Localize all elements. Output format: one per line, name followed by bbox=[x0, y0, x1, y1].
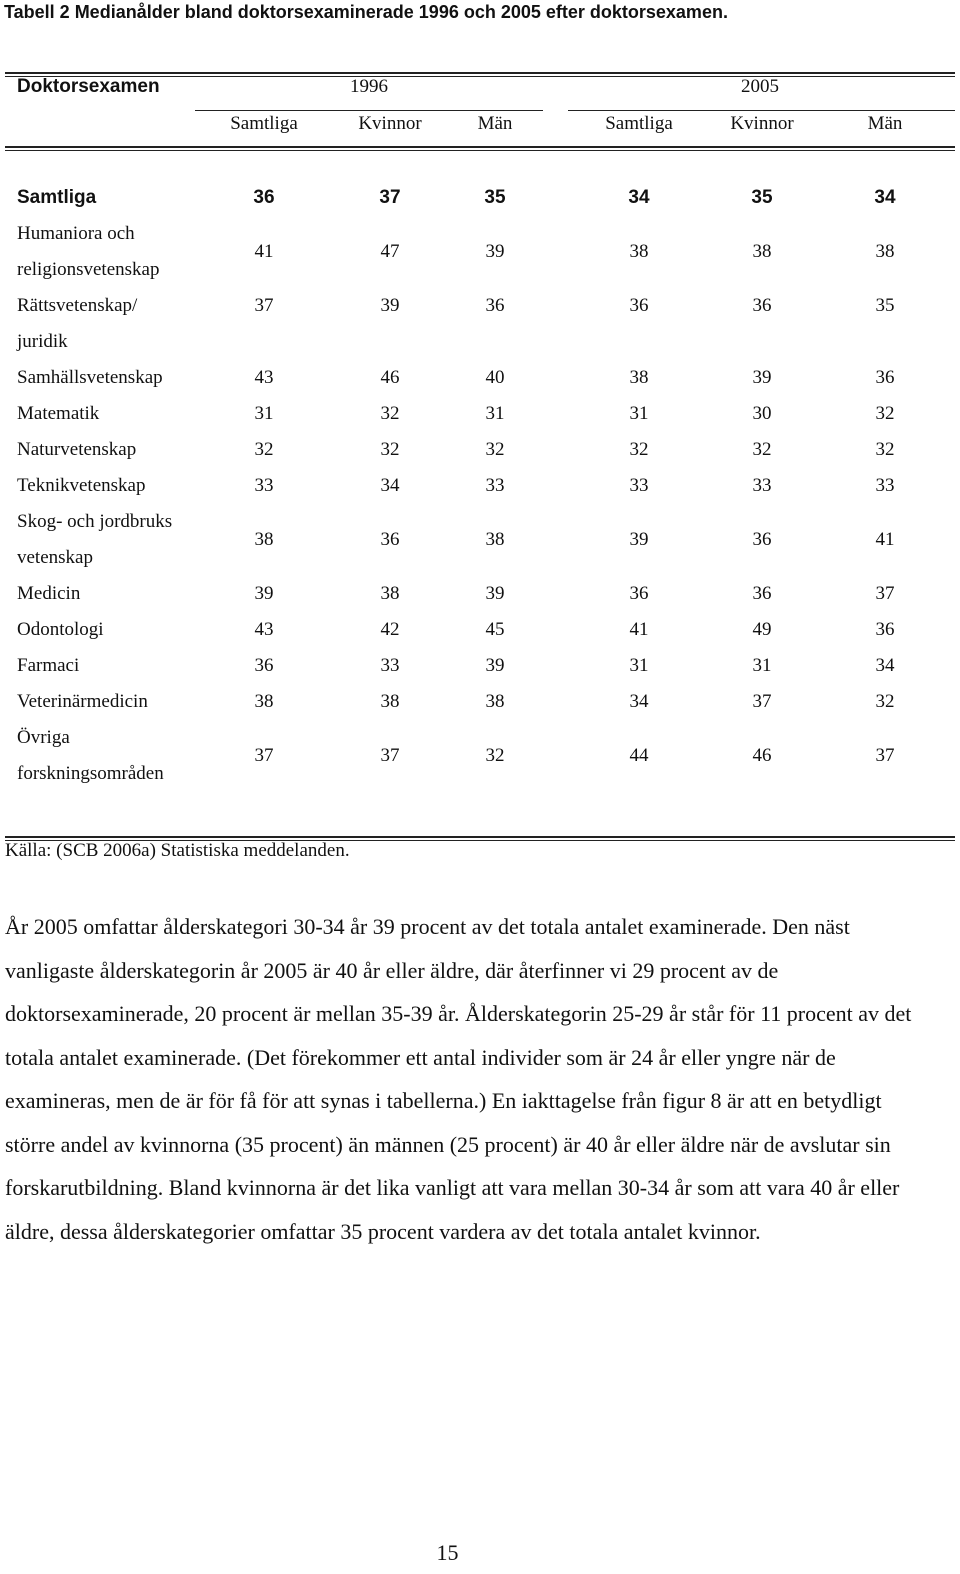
table-cell: 39 bbox=[485, 655, 505, 676]
table-cell: 38 bbox=[254, 529, 274, 550]
table-cell: 38 bbox=[485, 691, 505, 712]
subcolumn-header: Män bbox=[477, 113, 513, 134]
row-label: Odontologi bbox=[17, 619, 104, 640]
header-bottom-rule bbox=[5, 146, 955, 148]
table-cell: 36 bbox=[752, 529, 772, 550]
row-label: Farmaci bbox=[17, 655, 80, 676]
table-cell: 36 bbox=[629, 583, 649, 604]
subcolumn-header: Samtliga bbox=[230, 113, 298, 134]
table-cell: 33 bbox=[629, 475, 649, 496]
table-cell: 47 bbox=[380, 241, 400, 262]
subcolumn-header: Kvinnor bbox=[358, 113, 422, 134]
table-cell: 35 bbox=[751, 187, 773, 208]
body-text bbox=[5, 905, 935, 1253]
table-cell: 34 bbox=[380, 475, 400, 496]
table-cell: 32 bbox=[752, 439, 772, 460]
row-label: juridik bbox=[17, 331, 68, 352]
table-cell: 31 bbox=[752, 655, 772, 676]
table-cell: 32 bbox=[485, 439, 505, 460]
table-cell: 36 bbox=[752, 583, 772, 604]
row-label: Samtliga bbox=[17, 187, 97, 208]
table-cell: 37 bbox=[254, 295, 274, 316]
table-cell: 31 bbox=[629, 655, 649, 676]
table-cell: 32 bbox=[254, 439, 274, 460]
page-number: 15 bbox=[436, 1540, 459, 1565]
table-cell: 36 bbox=[629, 295, 649, 316]
table-cell: 37 bbox=[379, 187, 401, 208]
table-cell: 41 bbox=[254, 241, 274, 262]
table-cell: 36 bbox=[380, 529, 400, 550]
table-cell: 45 bbox=[485, 619, 505, 640]
table-cell: 33 bbox=[875, 475, 895, 496]
table-cell: 38 bbox=[629, 241, 649, 262]
table-cell: 31 bbox=[254, 403, 274, 424]
table-cell: 34 bbox=[874, 187, 896, 208]
row-label: Samhällsvetenskap bbox=[17, 367, 163, 388]
table-cell: 32 bbox=[380, 403, 400, 424]
table-cell: 32 bbox=[380, 439, 400, 460]
table-cell: 36 bbox=[254, 655, 274, 676]
table-cell: 38 bbox=[254, 691, 274, 712]
table-cell: 33 bbox=[254, 475, 274, 496]
row-label: religionsvetenskap bbox=[17, 259, 160, 280]
table-cell: 40 bbox=[485, 367, 505, 388]
data-table bbox=[5, 72, 955, 840]
table-cell: 32 bbox=[875, 439, 895, 460]
row-label: Övriga bbox=[17, 727, 70, 748]
table-cell: 38 bbox=[875, 241, 895, 262]
year-2005: 2005 bbox=[741, 76, 779, 97]
table-cell: 32 bbox=[485, 745, 505, 766]
table-cell: 37 bbox=[875, 745, 895, 766]
table-source: Källa: (SCB 2006a) Statistiska meddelanden. bbox=[5, 840, 350, 861]
table-cell: 36 bbox=[485, 295, 505, 316]
row-label: Teknikvetenskap bbox=[17, 475, 146, 496]
row-label: Veterinärmedicin bbox=[17, 691, 148, 712]
table-bottom-rule bbox=[5, 836, 955, 838]
subcolumn-header: Kvinnor bbox=[730, 113, 794, 134]
table-top-rule bbox=[5, 72, 955, 74]
table-cell: 33 bbox=[485, 475, 505, 496]
table-cell: 38 bbox=[380, 691, 400, 712]
table-cell: 37 bbox=[875, 583, 895, 604]
table-cell: 38 bbox=[380, 583, 400, 604]
table-cell: 30 bbox=[752, 403, 772, 424]
table-cell: 43 bbox=[254, 619, 274, 640]
table-cell: 34 bbox=[875, 655, 895, 676]
table-cell: 38 bbox=[629, 367, 649, 388]
row-header: Doktorsexamen bbox=[17, 76, 160, 97]
table-cell: 33 bbox=[380, 655, 400, 676]
row-label: Matematik bbox=[17, 403, 100, 424]
table-cell: 41 bbox=[629, 619, 649, 640]
table-cell: 37 bbox=[752, 691, 772, 712]
table-caption: Tabell 2 Medianålder bland doktorsexaminerade 1996 och 2005 efter doktorsexamen. bbox=[4, 2, 728, 22]
row-label: vetenskap bbox=[17, 547, 93, 568]
row-label: Naturvetenskap bbox=[17, 439, 137, 460]
table-cell: 33 bbox=[752, 475, 772, 496]
year-1996: 1996 bbox=[350, 76, 388, 97]
table-cell: 44 bbox=[629, 745, 649, 766]
table-cell: 39 bbox=[254, 583, 274, 604]
table-cell: 32 bbox=[629, 439, 649, 460]
table-cell: 31 bbox=[485, 403, 505, 424]
subcolumn-header: Samtliga bbox=[605, 113, 673, 134]
header-bottom-rule-2 bbox=[5, 150, 955, 151]
row-label: forskningsområden bbox=[17, 763, 164, 784]
table-cell: 37 bbox=[254, 745, 274, 766]
table-cell: 36 bbox=[875, 619, 895, 640]
table-cell: 39 bbox=[752, 367, 772, 388]
table-cell: 36 bbox=[752, 295, 772, 316]
table-cell: 39 bbox=[485, 241, 505, 262]
table-cell: 38 bbox=[485, 529, 505, 550]
table-cell: 39 bbox=[629, 529, 649, 550]
row-label: Humaniora och bbox=[17, 223, 135, 244]
table-cell: 32 bbox=[875, 403, 895, 424]
table-cell: 38 bbox=[752, 241, 772, 262]
table-cell: 37 bbox=[380, 745, 400, 766]
table-cell: 36 bbox=[253, 187, 275, 208]
table-cell: 43 bbox=[254, 367, 274, 388]
paragraph: År 2005 omfattar ålderskategori 30-34 år 39 procent av det totala antalet examinerade. Den näst vanligaste ålderskategorin år 2005 är 40 år eller äldre, där återfinner vi 29 procent av de doktorsexaminerade, 20 procent är mellan 35-39 år. Ålderskategorin 25-29 år står för 11 procent av det totala antalet examinerade. (Det förekommer ett antal individer som är 24 år eller yngre när de examineras, men de är för få för att synas i tabellerna.) En iakttagelse från figur 8 är att en betydligt större andel av kvinnorna (35 procent) än männen (25 procent) är 40 år eller äldre när de avslutar sin forskarutbildning. Bland kvinnorna är det lika vanligt att vara mellan 30-34 år som att vara 40 år eller äldre, dessa ålderskategorier omfattar 35 procent vardera av det totala antalet kvinnor. bbox=[5, 914, 912, 1244]
table-cell: 35 bbox=[875, 295, 895, 316]
table-cell: 39 bbox=[485, 583, 505, 604]
table-cell: 39 bbox=[380, 295, 400, 316]
table-cell: 32 bbox=[875, 691, 895, 712]
row-label: Rättsvetenskap/ bbox=[17, 295, 138, 316]
row-label: Skog- och jordbruks bbox=[17, 511, 173, 532]
table-cell: 42 bbox=[380, 619, 400, 640]
table-cell: 46 bbox=[380, 367, 400, 388]
table-cell: 34 bbox=[629, 691, 649, 712]
table-cell: 41 bbox=[875, 529, 895, 550]
subcolumn-header: Män bbox=[867, 113, 903, 134]
table-cell: 31 bbox=[629, 403, 649, 424]
table-cell: 36 bbox=[875, 367, 895, 388]
table-cell: 35 bbox=[484, 187, 506, 208]
table-cell: 46 bbox=[752, 745, 772, 766]
table-cell: 49 bbox=[752, 619, 772, 640]
row-label: Medicin bbox=[17, 583, 81, 604]
table-cell: 34 bbox=[628, 187, 650, 208]
